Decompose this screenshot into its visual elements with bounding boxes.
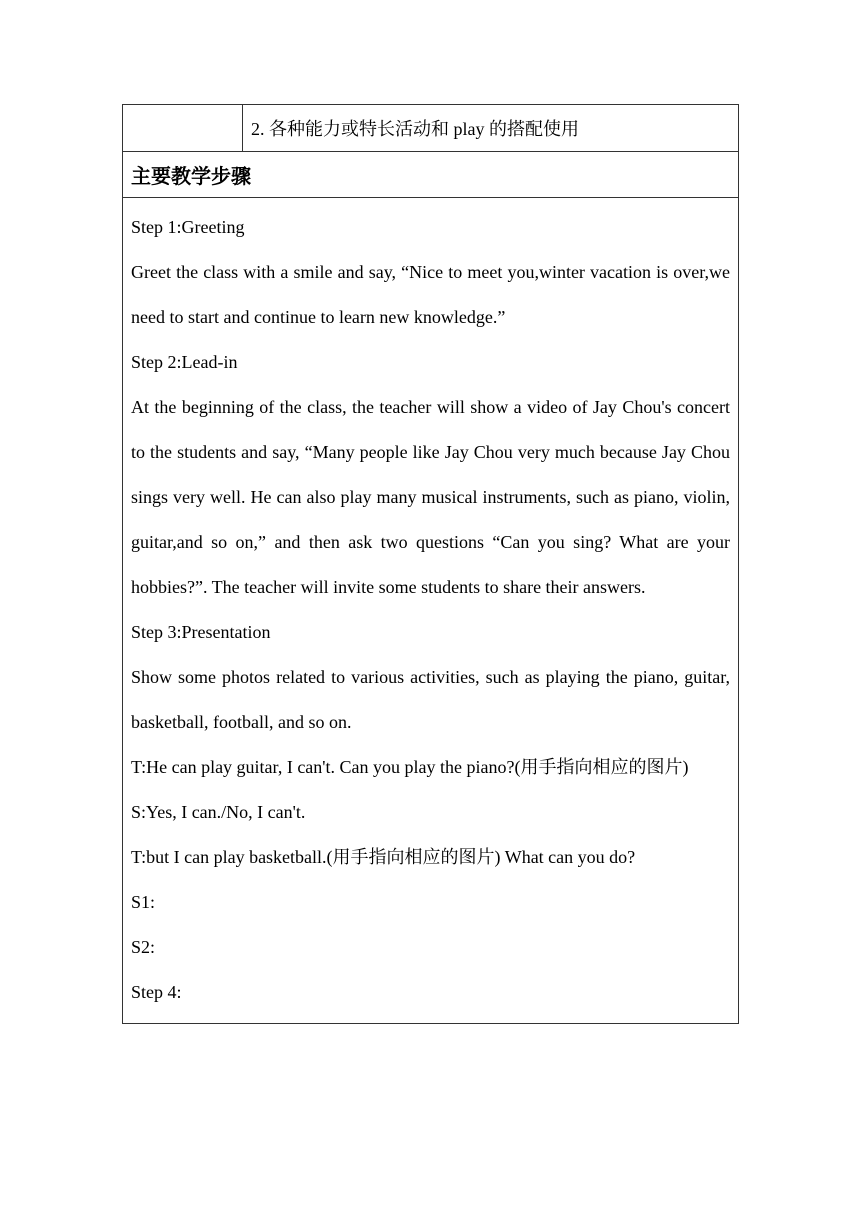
objective-row bbox=[123, 105, 738, 152]
step3-text: Show some photos related to various activities, such as playing the piano, guitar, basketball, football, and so on. bbox=[131, 667, 730, 732]
step1-text: Greet the class with a smile and say, “Nice to meet you,winter vacation is over,we need to start and continue to learn new knowledge.” bbox=[131, 262, 730, 327]
step4-heading: Step 4: bbox=[131, 982, 182, 1002]
steps-cell bbox=[123, 198, 738, 1023]
step2-text: At the beginning of the class, the teacher will show a video of Jay Chou's concert to the students and say, “Many people like Jay Chou very much because Jay Chou sings very well. He can also play many musical instruments, such as piano, violin, guitar,and so on,” and then ask two questions “Can you sing? What are your hobbies?”. The teacher will invite some students to share their answers. bbox=[131, 397, 730, 597]
objective-text: 2. 各种能力或特长活动和 play 的搭配使用 bbox=[251, 119, 579, 139]
objective-cell bbox=[243, 105, 738, 151]
dialogue-line-s2: S2: bbox=[131, 937, 156, 957]
dialogue-line-student: S:Yes, I can./No, I can't. bbox=[131, 802, 306, 822]
dialogue-line-teacher-1: T:He can play guitar, I can't. Can you play the piano?(用手指向相应的图片) bbox=[131, 757, 689, 777]
empty-label-cell bbox=[123, 105, 243, 151]
section-title: 主要教学步骤 bbox=[131, 164, 251, 188]
step1-heading: Step 1:Greeting bbox=[131, 217, 245, 237]
step2-heading: Step 2:Lead-in bbox=[131, 352, 238, 372]
lesson-plan-table bbox=[122, 104, 739, 1024]
dialogue-line-s1: S1: bbox=[131, 892, 156, 912]
step3-heading: Step 3:Presentation bbox=[131, 622, 271, 642]
dialogue-line-teacher-2: T:but I can play basketball.(用手指向相应的图片) What can you do? bbox=[131, 847, 636, 867]
steps-row bbox=[123, 198, 738, 1023]
section-header-row bbox=[123, 152, 738, 198]
